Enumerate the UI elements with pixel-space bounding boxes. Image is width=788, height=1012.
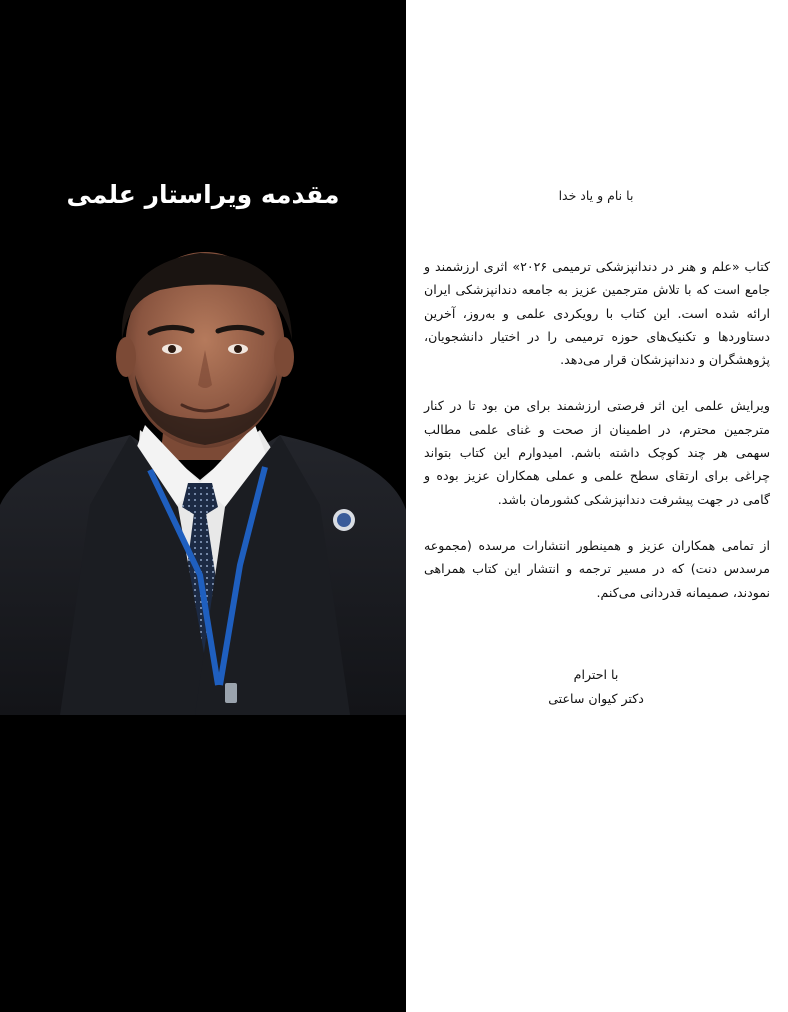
paragraph-1: کتاب «علم و هنر در دندانپزشکی ترمیمی ۲۰۲۶» اثری ارزشمند و جامع است که با تلاش مترجمین عزیز به جامعه دندانپزشکی ایران ارائه شده است. این کتاب با رویکردی علمی و به‌روز، آخرین دستاوردها و تکنیک‌های حوزه ترمیمی را در اختیار دانشجویان، پژوهشگران و دندانپزشکان قرار می‌دهد.: [424, 259, 771, 368]
portrait-photo: [0, 245, 406, 715]
greeting-text: با نام و یاد خدا: [558, 188, 634, 203]
closing-block: [516, 663, 676, 711]
page-heading: مقدمه ویراستار علمی: [66, 180, 340, 209]
signature-text: دکتر کیوان ساعتی: [548, 691, 644, 706]
right-panel: [406, 0, 788, 1012]
closing-text: با احترام: [573, 667, 619, 682]
introduction-body: [424, 255, 770, 627]
paragraph-2: ویرایش علمی این اثر فرصتی ارزشمند برای من بود تا در کنار مترجمین محترم، در اطمینان از صحت و غنای علمی مطالب سهمی هر چند کوچک داشته باشم. امیدوارم این کتاب بتواند چراغی برای ارتقای سطح علمی و عملی همکاران عزیز بوده و گامی در جهت پیشرفت دندانپزشکی کشورمان باشد.: [424, 398, 770, 507]
paragraph-3: از تمامی همکاران عزیز و همینطور انتشارات مرسده (مجموعه مرسدس دنت) که در مسیر ترجمه و انتشار این کتاب همراهی نمودند، صمیمانه قدردانی می‌کنم.: [424, 537, 770, 600]
